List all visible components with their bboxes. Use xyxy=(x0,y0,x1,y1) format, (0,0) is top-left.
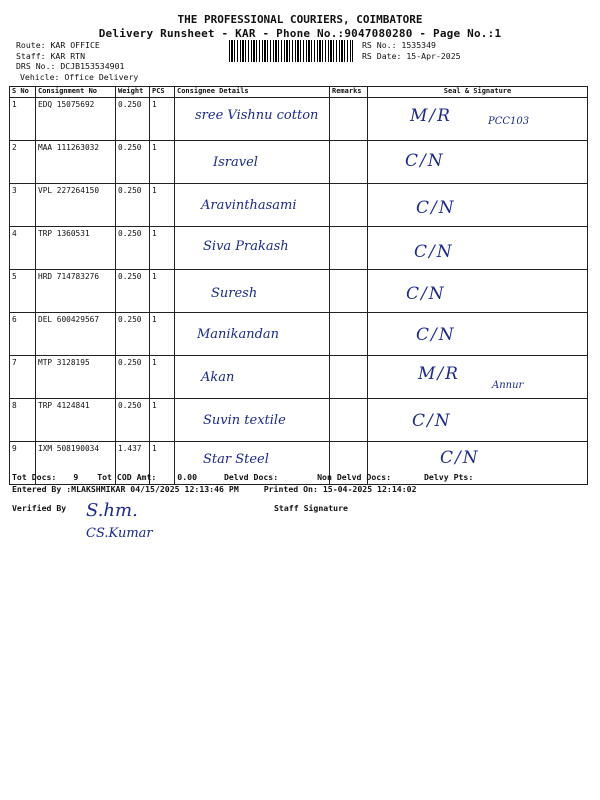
row-signature: C/N xyxy=(440,448,480,468)
table-header-row xyxy=(10,87,588,98)
row-pcs: 1 xyxy=(150,442,175,485)
table-row xyxy=(10,313,588,356)
rs-date: RS Date: 15-Apr-2025 xyxy=(362,50,461,61)
row-weight: 0.250 xyxy=(116,356,150,399)
row-consignee: Suresh xyxy=(211,286,258,301)
row-consignee-cell xyxy=(175,313,330,356)
row-remarks xyxy=(330,270,368,313)
row-pcs: 1 xyxy=(150,399,175,442)
row-consignee-cell xyxy=(175,356,330,399)
row-consignment: HRD 714783276 xyxy=(36,270,116,313)
row-consignment: TRP 4124841 xyxy=(36,399,116,442)
company-title: THE PROFESSIONAL COURIERS, COIMBATORE xyxy=(177,13,423,26)
row-sno: 4 xyxy=(10,227,36,270)
row-signature: C/N xyxy=(412,411,452,431)
col-consignment: Consignment No xyxy=(36,87,116,98)
row-consignment: TRP 1360531 xyxy=(36,227,116,270)
row-signature: C/N xyxy=(416,198,456,218)
row-consignment: MAA 111263032 xyxy=(36,141,116,184)
row-sno: 5 xyxy=(10,270,36,313)
row-consignee: Suvin textile xyxy=(203,413,286,428)
staff-signature-label: Staff Signature xyxy=(274,503,348,513)
rs-number: RS No.: 1535349 xyxy=(362,40,436,50)
row-consignee: Manikandan xyxy=(197,327,280,342)
row-consignee-cell xyxy=(175,270,330,313)
row-pcs: 1 xyxy=(150,313,175,356)
row-consignment: VPL 227264150 xyxy=(36,184,116,227)
row-sno: 9 xyxy=(10,442,36,485)
vehicle-text: Vehicle: Office Delivery xyxy=(20,71,139,82)
row-signature-cell xyxy=(368,98,588,141)
row-signature: M/R xyxy=(418,364,460,384)
row-pcs: 1 xyxy=(150,270,175,313)
verified-by-label: Verified By xyxy=(12,503,67,513)
header-left-block xyxy=(16,40,138,82)
row-consignee: Isravel xyxy=(213,155,258,170)
row-weight: 0.250 xyxy=(116,227,150,270)
row-remarks xyxy=(330,313,368,356)
col-consignee: Consignee Details xyxy=(175,87,330,98)
row-remarks xyxy=(330,356,368,399)
row-consignee: sree Vishnu cotton xyxy=(195,108,319,123)
staff-text: Staff: KAR RTN xyxy=(16,50,86,61)
row-weight: 0.250 xyxy=(116,141,150,184)
row-weight: 0.250 xyxy=(116,313,150,356)
row-pcs: 1 xyxy=(150,184,175,227)
row-note: PCC103 xyxy=(488,116,530,127)
row-remarks xyxy=(330,227,368,270)
entered-by: Entered By :MLAKSHMIKAR 04/15/2025 12:13:46 PM xyxy=(12,484,239,494)
row-weight: 0.250 xyxy=(116,184,150,227)
footer-totals xyxy=(12,472,473,482)
row-pcs: 1 xyxy=(150,227,175,270)
delvd-docs-label: Delvd Docs: xyxy=(223,472,279,482)
table-row xyxy=(10,141,588,184)
row-sno: 6 xyxy=(10,313,36,356)
barcode xyxy=(229,40,353,62)
row-consignee-cell xyxy=(175,98,330,141)
row-pcs: 1 xyxy=(150,141,175,184)
row-consignee: Siva Prakash xyxy=(203,239,289,254)
row-signature-cell xyxy=(368,270,588,313)
row-sno: 8 xyxy=(10,399,36,442)
row-consignee: Akan xyxy=(201,370,235,385)
runsheet-subtitle: Delivery Runsheet - KAR - Phone No.:9047080280 - Page No.:1 xyxy=(98,27,502,40)
col-sno: S No xyxy=(10,87,36,98)
row-remarks xyxy=(330,141,368,184)
col-seal-signature: Seal & Signature xyxy=(368,87,588,98)
verified-initials: S.hm. xyxy=(86,500,138,521)
row-remarks xyxy=(330,184,368,227)
row-consignee: Aravinthasami xyxy=(201,198,297,213)
table-row xyxy=(10,356,588,399)
table-row xyxy=(10,270,588,313)
row-signature: C/N xyxy=(406,284,446,304)
row-signature: C/N xyxy=(416,325,456,345)
row-sno: 7 xyxy=(10,356,36,399)
row-consignment: DEL 600429567 xyxy=(36,313,116,356)
row-consignment: IXM 508190034 xyxy=(36,442,116,485)
row-weight: 0.250 xyxy=(116,98,150,141)
delvy-pts-label: Delvy Pts: xyxy=(424,472,474,482)
row-remarks xyxy=(330,399,368,442)
row-weight: 0.250 xyxy=(116,270,150,313)
row-pcs: 1 xyxy=(150,98,175,141)
row-signature: M/R xyxy=(410,106,452,126)
row-signature-cell xyxy=(368,313,588,356)
row-signature-cell xyxy=(368,356,588,399)
table-row xyxy=(10,98,588,141)
row-signature-cell xyxy=(368,141,588,184)
tot-cod-value: 0.00 xyxy=(177,472,197,482)
row-consignment: EDQ 15075692 xyxy=(36,98,116,141)
printed-on: Printed On: 15-04-2025 12:14:02 xyxy=(263,484,417,494)
col-weight: Weight xyxy=(116,87,150,98)
table-row xyxy=(10,227,588,270)
row-remarks xyxy=(330,98,368,141)
row-consignee-cell xyxy=(175,141,330,184)
row-weight: 0.250 xyxy=(116,399,150,442)
row-consignee-cell xyxy=(175,184,330,227)
row-signature: C/N xyxy=(405,151,445,171)
row-consignment: MTP 3128195 xyxy=(36,356,116,399)
drs-number: DRS No.: DCJB153534901 xyxy=(16,61,125,71)
table-row xyxy=(10,184,588,227)
row-signature-cell xyxy=(368,399,588,442)
col-remarks: Remarks xyxy=(330,87,368,98)
row-consignee-cell xyxy=(175,399,330,442)
tot-cod-label: Tot COD Amt: xyxy=(97,472,157,482)
tot-docs-value: 9 xyxy=(73,472,79,482)
row-signature: C/N xyxy=(414,242,454,262)
tot-docs-label: Tot Docs: xyxy=(12,472,57,482)
table-row xyxy=(10,399,588,442)
footer-meta xyxy=(12,484,417,494)
row-signature-cell xyxy=(368,227,588,270)
route-text: Route: KAR OFFICE xyxy=(16,40,100,50)
runsheet-table xyxy=(9,86,588,485)
verified-name: CS.Kumar xyxy=(86,526,153,541)
row-sno: 2 xyxy=(10,141,36,184)
row-sno: 1 xyxy=(10,98,36,141)
non-delvd-docs-label: Non Delvd Docs: xyxy=(317,472,392,482)
row-consignee-cell xyxy=(175,227,330,270)
row-note: Annur xyxy=(492,380,524,391)
header-right-block xyxy=(362,40,461,61)
col-pcs: PCS xyxy=(150,87,175,98)
row-signature-cell xyxy=(368,184,588,227)
row-sno: 3 xyxy=(10,184,36,227)
row-weight: 1.437 xyxy=(116,442,150,485)
row-pcs: 1 xyxy=(150,356,175,399)
row-consignee: Star Steel xyxy=(203,452,269,467)
